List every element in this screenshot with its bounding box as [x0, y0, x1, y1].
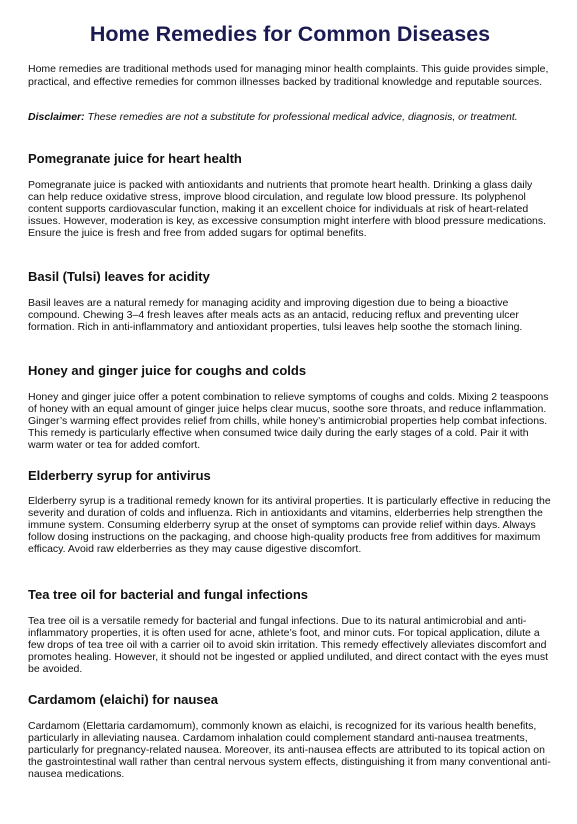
section-heading-tea-tree: Tea tree oil for bacterial and fungal infections — [28, 587, 309, 602]
section-body-cardamom: Cardamom (Elettaria cardamomum), commonly known as elaichi, is recognized for its various health benefits, particularly in alleviating nausea. Cardamom inhalation could complement standard anti-nausea treatments, particularly for pregnancy-related nausea. Moreover, its anti-nausea effects are attributed to its topical action on the gastrointestinal wall rather than central nervous system effects, distinguishing it from many conventional anti-nausea medications. — [28, 720, 551, 780]
section-heading-pomegranate: Pomegranate juice for heart health — [28, 151, 242, 166]
page-title: Home Remedies for Common Diseases — [89, 22, 491, 46]
section-body-pomegranate: Pomegranate juice is packed with antioxidants and nutrients that promote heart health. Drinking a glass daily can help reduce oxidative stress, improve blood circulation, and regulate low blood pressure. Its polyphenol content supports cardiovascular function, making it an excellent choice for individuals at risk of heart-related issues. However, moderation is key, as excessive consumption might interfere with blood pressure medications. Ensure the juice is fresh and free from added sugars for optimal benefits. — [28, 179, 547, 239]
intro-paragraph: Home remedies are traditional methods used for managing minor health complaints. This guide provides simple, practical, and effective remedies for common illnesses backed by traditional knowledge and reputable sources. — [28, 63, 549, 88]
section-heading-basil: Basil (Tulsi) leaves for acidity — [28, 269, 210, 284]
section-heading-honey-ginger: Honey and ginger juice for coughs and colds — [28, 363, 307, 378]
section-body-elderberry: Elderberry syrup is a traditional remedy known for its antiviral properties. It is particularly effective in reducing the severity and duration of colds and influenza. Rich in antioxidants and vitamins, elderberries help strengthen the immune system. Consuming elderberry syrup at the onset of symptoms can provide relief within days. Always follow dosing instructions on the packaging, and choose high-quality products free from additives for maximum efficacy. Avoid raw elderberries as they may cause digestive discomfort. — [28, 495, 551, 555]
section-heading-cardamom: Cardamom (elaichi) for nausea — [28, 692, 218, 707]
section-body-honey-ginger: Honey and ginger juice offer a potent combination to relieve symptoms of coughs and colds. Mixing 2 teaspoons of honey with an equal amount of ginger juice helps clear mucus, soothe sore throats, and reduce inflammation. Ginger’s warming effect provides relief from chills, while honey’s antimicrobial properties help combat infections. This remedy is particularly effective when consumed twice daily during the early stages of a cold. Pair it with warm water or tea for added comfort. — [28, 391, 549, 451]
section-heading-elderberry: Elderberry syrup for antivirus — [28, 468, 211, 483]
disclaimer-label: Disclaimer: — [28, 111, 85, 123]
disclaimer — [28, 111, 552, 124]
section-body-basil: Basil leaves are a natural remedy for managing acidity and improving digestion due to being a bioactive compound. Chewing 3–4 fresh leaves after meals acts as an antacid, reducing reflux and preventing ulcer formation. Rich in anti-inflammatory and antioxidant properties, tulsi leaves help soothe the stomach lining. — [28, 297, 523, 333]
disclaimer-text: These remedies are not a substitute for professional medical advice, diagnosis, or treatment. — [84, 111, 518, 123]
section-body-tea-tree: Tea tree oil is a versatile remedy for bacterial and fungal infections. Due to its natural antimicrobial and anti-inflammatory properties, it is often used for acne, athlete’s foot, and minor cuts. For topical application, dilute a few drops of tea tree oil with a carrier oil to avoid skin irritation. This remedy effectively alleviates discomfort and promotes healing. However, it should not be ingested or applied undiluted, and direct contact with the eyes must be avoided. — [28, 615, 549, 675]
